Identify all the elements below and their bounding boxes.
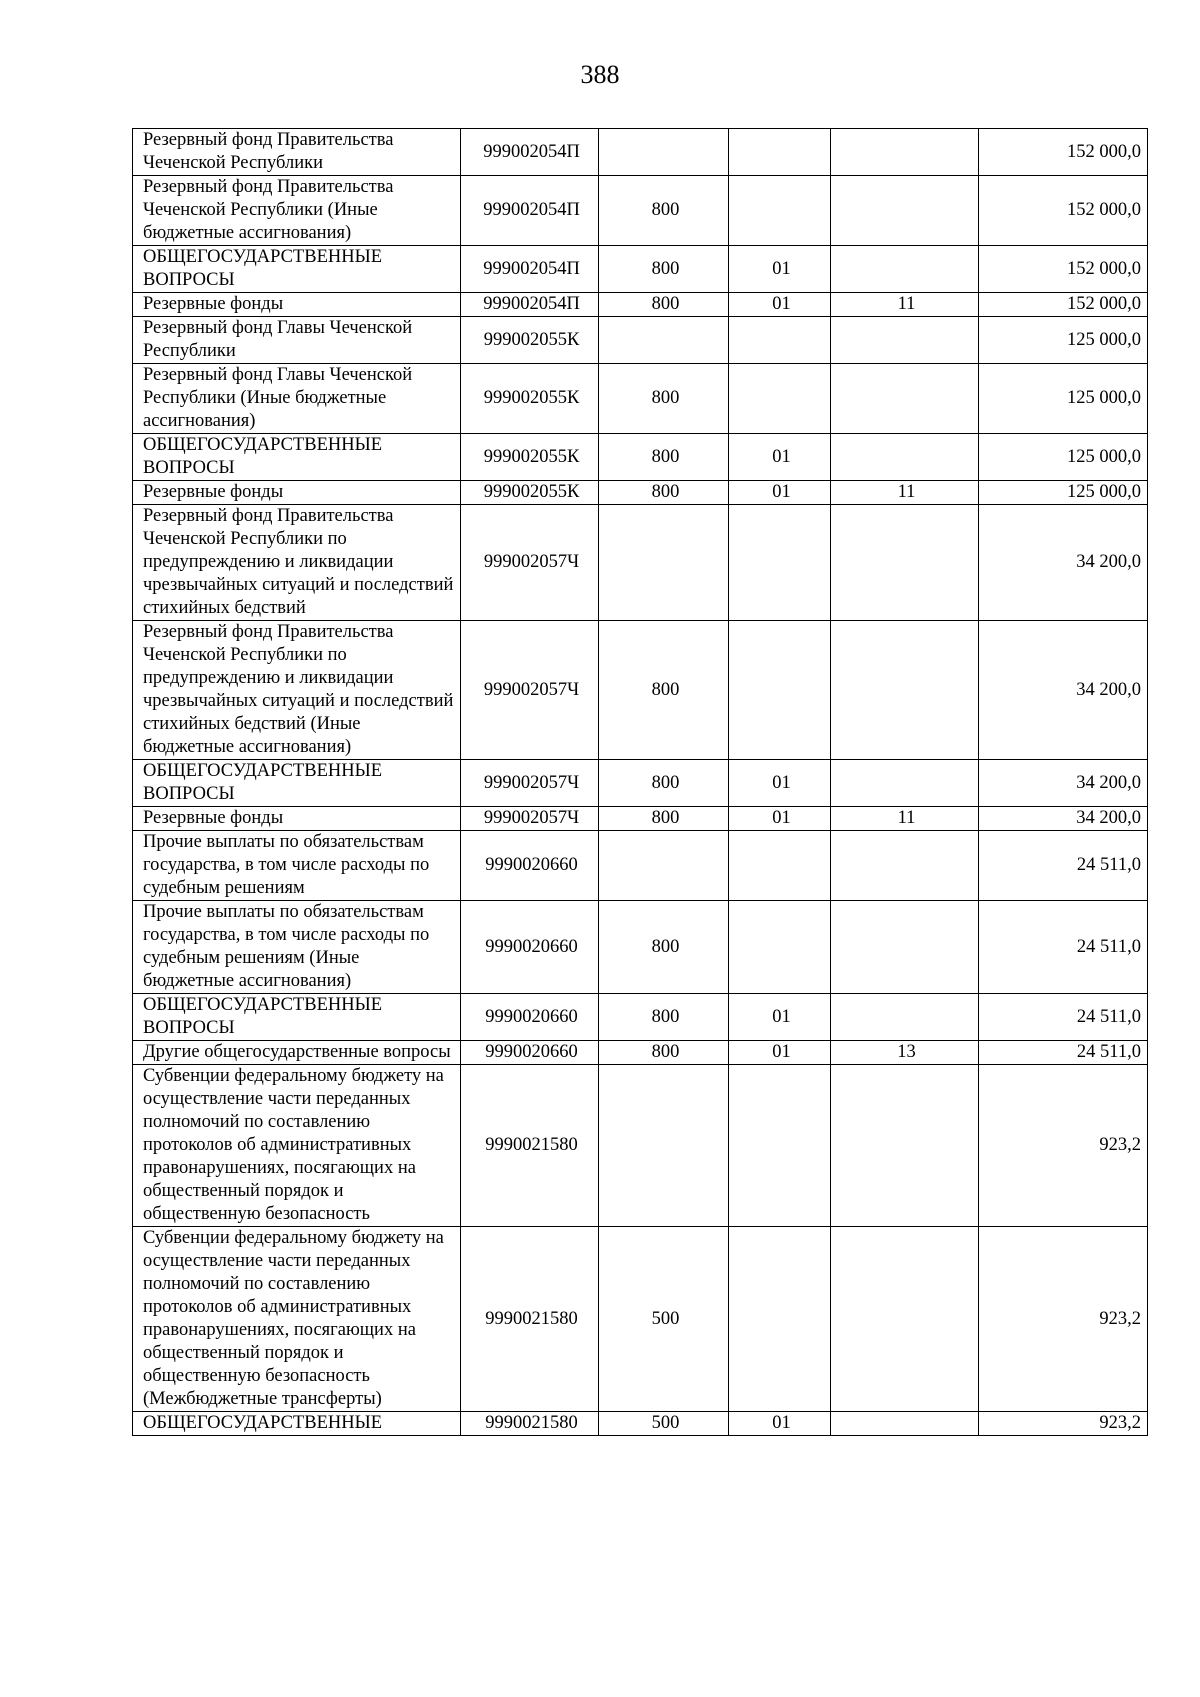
row-section (729, 1227, 831, 1412)
table-row (133, 1065, 1148, 1227)
row-amount: 34 200,0 (979, 807, 1148, 831)
row-amount: 152 000,0 (979, 176, 1148, 246)
row-subsection (831, 760, 979, 807)
table-row (133, 317, 1148, 364)
row-section (729, 1065, 831, 1227)
row-amount: 923,2 (979, 1227, 1148, 1412)
row-name: Субвенции федеральному бюджету на осуществление части переданных полномочий по составлению протоколов об административных правонарушениях, посягающих на общественный порядок и общественную безопасность (133, 1065, 461, 1227)
table-row (133, 434, 1148, 481)
row-target-code: 999002057Ч (461, 505, 599, 621)
table-row (133, 246, 1148, 293)
row-name: Другие общегосударственные вопросы (133, 1041, 461, 1065)
row-expense-type: 500 (599, 1227, 729, 1412)
row-target-code: 999002055К (461, 364, 599, 434)
row-section (729, 505, 831, 621)
row-target-code: 999002057Ч (461, 807, 599, 831)
row-name: ОБЩЕГОСУДАРСТВЕННЫЕ ВОПРОСЫ (133, 760, 461, 807)
row-subsection: 11 (831, 293, 979, 317)
row-expense-type (599, 1065, 729, 1227)
row-subsection: 11 (831, 807, 979, 831)
row-subsection: 11 (831, 481, 979, 505)
row-name: Резервный фонд Правительства Чеченской Республики (133, 129, 461, 176)
budget-table (132, 128, 1148, 1436)
row-target-code: 9990020660 (461, 1041, 599, 1065)
table-row (133, 293, 1148, 317)
row-target-code: 9990021580 (461, 1412, 599, 1436)
row-expense-type: 800 (599, 994, 729, 1041)
row-target-code: 999002055К (461, 317, 599, 364)
row-target-code: 999002057Ч (461, 621, 599, 760)
row-subsection: 13 (831, 1041, 979, 1065)
row-expense-type: 500 (599, 1412, 729, 1436)
row-amount: 34 200,0 (979, 505, 1148, 621)
row-name: Резервный фонд Правительства Чеченской Республики (Иные бюджетные ассигнования) (133, 176, 461, 246)
row-name: Резервные фонды (133, 807, 461, 831)
row-amount: 34 200,0 (979, 760, 1148, 807)
table-row (133, 176, 1148, 246)
row-expense-type (599, 831, 729, 901)
row-subsection (831, 994, 979, 1041)
row-name: Резервные фонды (133, 481, 461, 505)
row-target-code: 9990021580 (461, 1227, 599, 1412)
table-row (133, 760, 1148, 807)
row-amount: 24 511,0 (979, 994, 1148, 1041)
row-expense-type: 800 (599, 364, 729, 434)
row-name: Субвенции федеральному бюджету на осуществление части переданных полномочий по составлению протоколов об административных правонарушениях, посягающих на общественный порядок и общественную безопасность (Межбюджетные трансферты) (133, 1227, 461, 1412)
table-row (133, 621, 1148, 760)
row-section: 01 (729, 246, 831, 293)
row-subsection (831, 246, 979, 293)
row-target-code: 9990020660 (461, 994, 599, 1041)
table-row (133, 505, 1148, 621)
row-expense-type: 800 (599, 481, 729, 505)
row-section: 01 (729, 807, 831, 831)
row-amount: 125 000,0 (979, 317, 1148, 364)
row-section (729, 317, 831, 364)
row-target-code: 999002057Ч (461, 760, 599, 807)
row-expense-type (599, 505, 729, 621)
row-name: Резервный фонд Главы Чеченской Республики (Иные бюджетные ассигнования) (133, 364, 461, 434)
row-name: ОБЩЕГОСУДАРСТВЕННЫЕ (133, 1412, 461, 1436)
row-section: 01 (729, 760, 831, 807)
row-expense-type: 800 (599, 760, 729, 807)
row-expense-type: 800 (599, 246, 729, 293)
row-section (729, 901, 831, 994)
table-row (133, 807, 1148, 831)
row-expense-type (599, 129, 729, 176)
row-target-code: 999002054П (461, 129, 599, 176)
row-expense-type: 800 (599, 901, 729, 994)
row-expense-type: 800 (599, 176, 729, 246)
row-amount: 923,2 (979, 1065, 1148, 1227)
row-subsection (831, 176, 979, 246)
row-target-code: 9990021580 (461, 1065, 599, 1227)
row-name: Резервный фонд Главы Чеченской Республики (133, 317, 461, 364)
row-target-code: 999002055К (461, 434, 599, 481)
row-subsection (831, 364, 979, 434)
row-name: ОБЩЕГОСУДАРСТВЕННЫЕ ВОПРОСЫ (133, 434, 461, 481)
row-amount: 24 511,0 (979, 831, 1148, 901)
row-section (729, 176, 831, 246)
row-name: Прочие выплаты по обязательствам государства, в том числе расходы по судебным решениям (Иные бюджетные ассигнования) (133, 901, 461, 994)
table-row (133, 1227, 1148, 1412)
table-row (133, 831, 1148, 901)
row-target-code: 999002054П (461, 176, 599, 246)
row-section: 01 (729, 1412, 831, 1436)
row-name: Резервный фонд Правительства Чеченской Республики по предупреждению и ликвидации чрезвычайных ситуаций и последствий стихийных бедствий (133, 505, 461, 621)
row-subsection (831, 621, 979, 760)
row-section: 01 (729, 994, 831, 1041)
row-section: 01 (729, 481, 831, 505)
table-row (133, 901, 1148, 994)
row-name: ОБЩЕГОСУДАРСТВЕННЫЕ ВОПРОСЫ (133, 246, 461, 293)
row-section (729, 129, 831, 176)
row-target-code: 999002055К (461, 481, 599, 505)
row-amount: 923,2 (979, 1412, 1148, 1436)
row-subsection (831, 831, 979, 901)
row-subsection (831, 434, 979, 481)
table-row (133, 129, 1148, 176)
row-section: 01 (729, 1041, 831, 1065)
row-section: 01 (729, 293, 831, 317)
row-subsection (831, 317, 979, 364)
table-row (133, 1041, 1148, 1065)
row-subsection (831, 1412, 979, 1436)
row-amount: 125 000,0 (979, 434, 1148, 481)
row-expense-type: 800 (599, 807, 729, 831)
table-row (133, 994, 1148, 1041)
row-subsection (831, 1065, 979, 1227)
row-name: Прочие выплаты по обязательствам государства, в том числе расходы по судебным решениям (133, 831, 461, 901)
row-subsection (831, 129, 979, 176)
row-name: ОБЩЕГОСУДАРСТВЕННЫЕ ВОПРОСЫ (133, 994, 461, 1041)
row-target-code: 9990020660 (461, 901, 599, 994)
row-amount: 125 000,0 (979, 481, 1148, 505)
row-section (729, 621, 831, 760)
row-expense-type: 800 (599, 434, 729, 481)
row-target-code: 999002054П (461, 293, 599, 317)
row-expense-type: 800 (599, 1041, 729, 1065)
row-subsection (831, 901, 979, 994)
page-number: 388 (580, 60, 620, 89)
row-section: 01 (729, 434, 831, 481)
row-amount: 125 000,0 (979, 364, 1148, 434)
table-row (133, 1412, 1148, 1436)
row-amount: 24 511,0 (979, 1041, 1148, 1065)
row-name: Резервные фонды (133, 293, 461, 317)
row-name: Резервный фонд Правительства Чеченской Республики по предупреждению и ликвидации чрезвычайных ситуаций и последствий стихийных бедствий (Иные бюджетные ассигнования) (133, 621, 461, 760)
row-amount: 152 000,0 (979, 293, 1148, 317)
row-amount: 24 511,0 (979, 901, 1148, 994)
row-section (729, 364, 831, 434)
row-target-code: 999002054П (461, 246, 599, 293)
row-section (729, 831, 831, 901)
row-target-code: 9990020660 (461, 831, 599, 901)
table-row (133, 481, 1148, 505)
table-row (133, 364, 1148, 434)
row-subsection (831, 505, 979, 621)
row-expense-type: 800 (599, 621, 729, 760)
row-amount: 152 000,0 (979, 246, 1148, 293)
row-expense-type: 800 (599, 293, 729, 317)
row-expense-type (599, 317, 729, 364)
row-amount: 152 000,0 (979, 129, 1148, 176)
row-subsection (831, 1227, 979, 1412)
row-amount: 34 200,0 (979, 621, 1148, 760)
